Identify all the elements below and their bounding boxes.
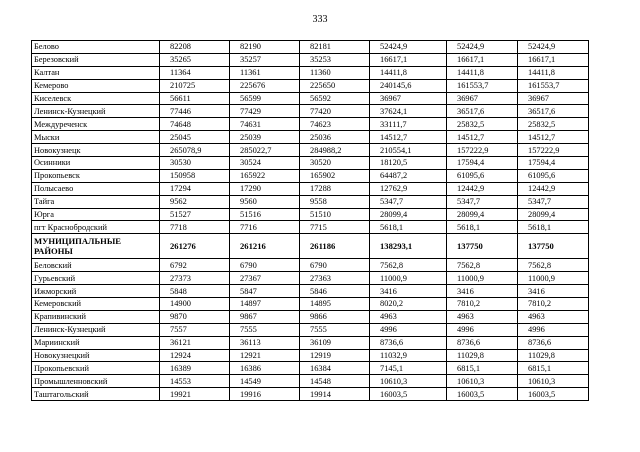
table-row [32, 131, 589, 144]
value-cell: 8020,2 [370, 298, 447, 311]
value-cell: 17594,4 [518, 157, 589, 170]
value-cell: 11029,8 [518, 349, 589, 362]
row-label-cell: Беловский [32, 259, 160, 272]
value-cell: 36967 [447, 92, 518, 105]
value-cell: 137750 [518, 234, 589, 259]
value-cell: 30524 [230, 157, 300, 170]
value-cell: 36517,6 [447, 105, 518, 118]
row-label-cell: Прокопьевский [32, 362, 160, 375]
value-cell: 7557 [160, 323, 230, 336]
value-cell: 8736,6 [370, 336, 447, 349]
value-cell: 10610,3 [447, 375, 518, 388]
table-row [32, 298, 589, 311]
value-cell: 261276 [160, 234, 230, 259]
value-cell: 225676 [230, 79, 300, 92]
value-cell: 7562,8 [518, 259, 589, 272]
table-row [32, 272, 589, 285]
value-cell: 74631 [230, 118, 300, 131]
value-cell: 7562,8 [447, 259, 518, 272]
value-cell: 7810,2 [447, 298, 518, 311]
value-cell: 6790 [300, 259, 370, 272]
value-cell: 82181 [300, 41, 370, 54]
section-header-row [32, 234, 589, 259]
value-cell: 28099,4 [518, 208, 589, 221]
value-cell: 16384 [300, 362, 370, 375]
value-cell: 74648 [160, 118, 230, 131]
value-cell: 35257 [230, 53, 300, 66]
row-label-cell: Ленинск-Кузнецкий [32, 323, 160, 336]
value-cell: 3416 [518, 285, 589, 298]
value-cell: 17594,4 [447, 157, 518, 170]
value-cell: 14553 [160, 375, 230, 388]
value-cell: 36967 [518, 92, 589, 105]
value-cell: 6815,1 [518, 362, 589, 375]
value-cell: 14548 [300, 375, 370, 388]
value-cell: 27367 [230, 272, 300, 285]
value-cell: 30530 [160, 157, 230, 170]
row-label-cell: Белово [32, 41, 160, 54]
value-cell: 16389 [160, 362, 230, 375]
value-cell: 9870 [160, 310, 230, 323]
row-label-cell: Полысаево [32, 182, 160, 195]
value-cell: 36121 [160, 336, 230, 349]
value-cell: 82208 [160, 41, 230, 54]
value-cell: 56592 [300, 92, 370, 105]
value-cell: 5846 [300, 285, 370, 298]
value-cell: 6792 [160, 259, 230, 272]
value-cell: 16617,1 [518, 53, 589, 66]
value-cell: 285022,7 [230, 144, 300, 157]
value-cell: 14549 [230, 375, 300, 388]
value-cell: 16003,5 [447, 388, 518, 401]
value-cell: 11360 [300, 66, 370, 79]
value-cell: 165902 [300, 169, 370, 182]
row-label-cell: Междуреченск [32, 118, 160, 131]
row-label-cell: Таштагольский [32, 388, 160, 401]
value-cell: 7718 [160, 221, 230, 234]
row-label-cell: Новокузнецк [32, 144, 160, 157]
value-cell: 52424,9 [518, 41, 589, 54]
value-cell: 6815,1 [447, 362, 518, 375]
value-cell: 30520 [300, 157, 370, 170]
value-cell: 7555 [300, 323, 370, 336]
row-label-cell: Промышленновский [32, 375, 160, 388]
value-cell: 11000,9 [518, 272, 589, 285]
value-cell: 225650 [300, 79, 370, 92]
value-cell: 19921 [160, 388, 230, 401]
value-cell: 28099,4 [370, 208, 447, 221]
value-cell: 5848 [160, 285, 230, 298]
row-label-cell: Березовский [32, 53, 160, 66]
table-row [32, 118, 589, 131]
value-cell: 25039 [230, 131, 300, 144]
value-cell: 9867 [230, 310, 300, 323]
value-cell: 16617,1 [370, 53, 447, 66]
table-row [32, 375, 589, 388]
value-cell: 261186 [300, 234, 370, 259]
value-cell: 14897 [230, 298, 300, 311]
value-cell: 11029,8 [447, 349, 518, 362]
value-cell: 10610,3 [518, 375, 589, 388]
table-row [32, 349, 589, 362]
row-label-cell: Кемерово [32, 79, 160, 92]
value-cell: 27363 [300, 272, 370, 285]
value-cell: 51527 [160, 208, 230, 221]
value-cell: 9866 [300, 310, 370, 323]
value-cell: 28099,4 [447, 208, 518, 221]
value-cell: 16003,5 [370, 388, 447, 401]
row-label-cell: Калтан [32, 66, 160, 79]
value-cell: 4963 [518, 310, 589, 323]
value-cell: 51516 [230, 208, 300, 221]
table-row [32, 323, 589, 336]
value-cell: 16003,5 [518, 388, 589, 401]
value-cell: 14411,8 [518, 66, 589, 79]
data-table [31, 40, 589, 401]
value-cell: 11032,9 [370, 349, 447, 362]
value-cell: 17294 [160, 182, 230, 195]
value-cell: 165922 [230, 169, 300, 182]
value-cell: 5347,7 [447, 195, 518, 208]
value-cell: 11000,9 [447, 272, 518, 285]
value-cell: 12921 [230, 349, 300, 362]
table-row [32, 53, 589, 66]
value-cell: 64487,2 [370, 169, 447, 182]
value-cell: 284988,2 [300, 144, 370, 157]
value-cell: 261216 [230, 234, 300, 259]
value-cell: 74623 [300, 118, 370, 131]
row-label-cell: МУНИЦИПАЛЬНЫЕ РАЙОНЫ [32, 234, 160, 259]
value-cell: 17288 [300, 182, 370, 195]
value-cell: 161553,7 [447, 79, 518, 92]
table-row [32, 388, 589, 401]
value-cell: 25045 [160, 131, 230, 144]
value-cell: 240145,6 [370, 79, 447, 92]
row-label-cell: Прокопьевск [32, 169, 160, 182]
value-cell: 14411,8 [370, 66, 447, 79]
value-cell: 25036 [300, 131, 370, 144]
value-cell: 16617,1 [447, 53, 518, 66]
value-cell: 77420 [300, 105, 370, 118]
value-cell: 157222,9 [518, 144, 589, 157]
value-cell: 10610,3 [370, 375, 447, 388]
value-cell: 11000,9 [370, 272, 447, 285]
value-cell: 4996 [447, 323, 518, 336]
row-label-cell: Новокузнецкий [32, 349, 160, 362]
value-cell: 11361 [230, 66, 300, 79]
table-row [32, 259, 589, 272]
value-cell: 12919 [300, 349, 370, 362]
value-cell: 25832,5 [518, 118, 589, 131]
value-cell: 7145,1 [370, 362, 447, 375]
row-label-cell: Кемеровский [32, 298, 160, 311]
value-cell: 16386 [230, 362, 300, 375]
value-cell: 5347,7 [518, 195, 589, 208]
value-cell: 36517,6 [518, 105, 589, 118]
value-cell: 36113 [230, 336, 300, 349]
value-cell: 12442,9 [447, 182, 518, 195]
value-cell: 11364 [160, 66, 230, 79]
value-cell: 33111,7 [370, 118, 447, 131]
table-row [32, 41, 589, 54]
row-label-cell: Осинники [32, 157, 160, 170]
value-cell: 7715 [300, 221, 370, 234]
table-row [32, 66, 589, 79]
value-cell: 7810,2 [518, 298, 589, 311]
value-cell: 52424,9 [370, 41, 447, 54]
table-row [32, 79, 589, 92]
table-row [32, 195, 589, 208]
row-label-cell: Крапивинский [32, 310, 160, 323]
value-cell: 14512,7 [518, 131, 589, 144]
row-label-cell: Киселевск [32, 92, 160, 105]
value-cell: 210725 [160, 79, 230, 92]
value-cell: 4996 [370, 323, 447, 336]
value-cell: 14512,7 [447, 131, 518, 144]
value-cell: 12924 [160, 349, 230, 362]
row-label-cell: пгт Краснобродский [32, 221, 160, 234]
page-number: 333 [312, 14, 328, 25]
row-label-cell: Юрга [32, 208, 160, 221]
value-cell: 3416 [370, 285, 447, 298]
value-cell: 4996 [518, 323, 589, 336]
value-cell: 19914 [300, 388, 370, 401]
value-cell: 19916 [230, 388, 300, 401]
value-cell: 8736,6 [518, 336, 589, 349]
table-row [32, 208, 589, 221]
table-row [32, 182, 589, 195]
value-cell: 61095,6 [447, 169, 518, 182]
value-cell: 161553,7 [518, 79, 589, 92]
value-cell: 9560 [230, 195, 300, 208]
value-cell: 36109 [300, 336, 370, 349]
value-cell: 7555 [230, 323, 300, 336]
row-label-cell: Мариинский [32, 336, 160, 349]
value-cell: 51510 [300, 208, 370, 221]
value-cell: 37624,1 [370, 105, 447, 118]
value-cell: 56599 [230, 92, 300, 105]
table-row [32, 92, 589, 105]
value-cell: 8736,6 [447, 336, 518, 349]
table-row [32, 336, 589, 349]
value-cell: 14512,7 [370, 131, 447, 144]
table-row [32, 362, 589, 375]
table-row [32, 310, 589, 323]
table-row [32, 144, 589, 157]
value-cell: 35253 [300, 53, 370, 66]
value-cell: 5847 [230, 285, 300, 298]
value-cell: 14895 [300, 298, 370, 311]
value-cell: 77429 [230, 105, 300, 118]
value-cell: 9562 [160, 195, 230, 208]
row-label-cell: Тайга [32, 195, 160, 208]
value-cell: 5618,1 [518, 221, 589, 234]
value-cell: 137750 [447, 234, 518, 259]
value-cell: 6790 [230, 259, 300, 272]
value-cell: 18120,5 [370, 157, 447, 170]
table-body [32, 41, 589, 401]
value-cell: 27373 [160, 272, 230, 285]
value-cell: 52424,9 [447, 41, 518, 54]
value-cell: 5347,7 [370, 195, 447, 208]
value-cell: 82190 [230, 41, 300, 54]
row-label-cell: Мыски [32, 131, 160, 144]
value-cell: 5618,1 [370, 221, 447, 234]
row-label-cell: Ленинск-Кузнецкий [32, 105, 160, 118]
value-cell: 157222,9 [447, 144, 518, 157]
table-row [32, 285, 589, 298]
value-cell: 210554,1 [370, 144, 447, 157]
value-cell: 14900 [160, 298, 230, 311]
value-cell: 12762,9 [370, 182, 447, 195]
value-cell: 7562,8 [370, 259, 447, 272]
table-row [32, 169, 589, 182]
value-cell: 12442,9 [518, 182, 589, 195]
value-cell: 17290 [230, 182, 300, 195]
value-cell: 56611 [160, 92, 230, 105]
row-label-cell: Гурьевский [32, 272, 160, 285]
value-cell: 14411,8 [447, 66, 518, 79]
value-cell: 25832,5 [447, 118, 518, 131]
table-row [32, 157, 589, 170]
value-cell: 61095,6 [518, 169, 589, 182]
value-cell: 9558 [300, 195, 370, 208]
value-cell: 138293,1 [370, 234, 447, 259]
row-label-cell: Ижморский [32, 285, 160, 298]
value-cell: 150958 [160, 169, 230, 182]
value-cell: 36967 [370, 92, 447, 105]
value-cell: 7716 [230, 221, 300, 234]
value-cell: 4963 [447, 310, 518, 323]
table-row [32, 105, 589, 118]
value-cell: 35265 [160, 53, 230, 66]
value-cell: 3416 [447, 285, 518, 298]
value-cell: 5618,1 [447, 221, 518, 234]
table-row [32, 221, 589, 234]
value-cell: 77446 [160, 105, 230, 118]
value-cell: 4963 [370, 310, 447, 323]
value-cell: 265078,9 [160, 144, 230, 157]
